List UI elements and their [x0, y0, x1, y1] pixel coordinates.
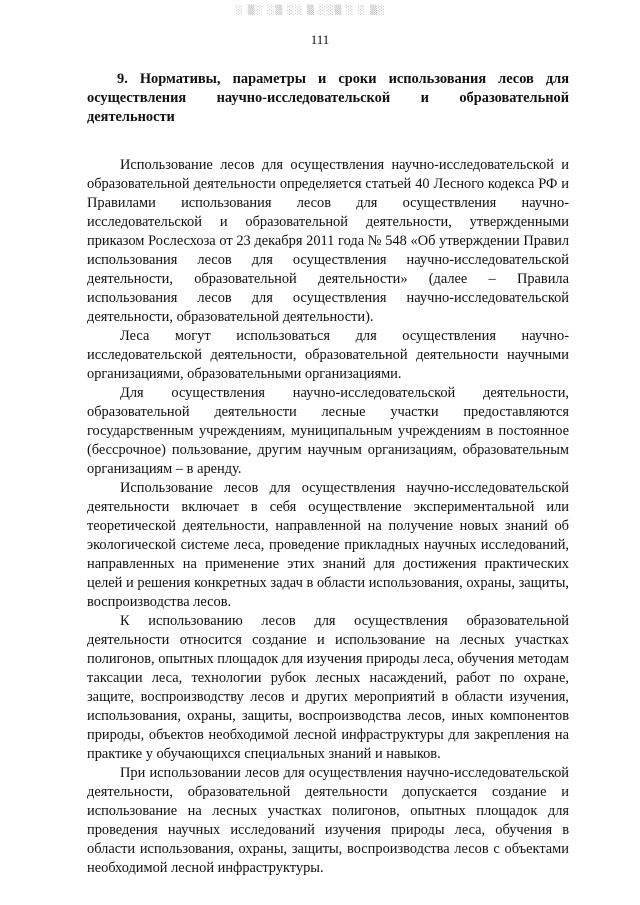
section-title-line-3: деятельности	[87, 109, 175, 125]
paragraph: При использовании лесов для осуществления научно-исследовательской деятельности, образовательной деятельности допускается создание и использование на лесных участках полигонов, опытных площадок для проведения научных исследований изучения природы леса, обучения в области использования, охраны, защиты, воспроизводства лесов с объектами необходимой лесной инфраструктуры.	[87, 765, 569, 876]
section-title-line-2: осуществления научно-исследовательской и образовательной	[87, 90, 569, 106]
section-title-line-1: 9. Нормативы, параметры и сроки использования лесов для	[117, 71, 569, 87]
paragraph: Использование лесов для осуществления научно-исследовательской и образовательной деятельности определяется статьей 40 Лесного кодекса РФ и Правилами использования лесов для осуществления научно-исследовательской и образовательной деятельности, утвержденными приказом Рослесхоза от 23 декабря 2011 года № 548 «Об утверждении Правил использования лесов для осуществления научно-исследовательской деятельности, образовательной деятельности» (далее – Правила использования лесов для осуществления научно-исследовательской деятельности, образовательной деятельности).	[87, 157, 569, 325]
paragraph: К использованию лесов для осуществления образовательной деятельности относится создание и использование на лесных участках полигонов, опытных площадок для изучения природы леса, обучения методам таксации леса, технологии рубок лесных насаждений, работ по охране, защите, воспроизводству лесов и других мероприятий в области изучения, использования, охраны, защиты, воспроизводства лесов, иных компонентов природы, объектов необходимой лесной инфраструктуры для закрепления на практике у обучающихся специальных знаний и навыков.	[87, 613, 569, 762]
paragraph: Леса могут использоваться для осуществления научно-исследовательской деятельности, образовательной деятельности научными организациями, образовательными организациями.	[87, 328, 569, 382]
section-text	[87, 156, 569, 878]
page-number: 111	[310, 32, 330, 47]
section-title	[87, 70, 569, 127]
document-body	[87, 70, 569, 878]
paragraph: Использование лесов для осуществления научно-исследовательской деятельности включает в себя осуществление экспериментальной или теоретической деятельности, направленной на получение новых знаний об экологической системе леса, проведение прикладных научных исследований, направленных на применение этих знаний для достижения практических целей и решения конкретных задач в области использования, охраны, защиты, воспроизводства лесов.	[87, 480, 569, 610]
scan-artifact: ░ ▒░ ░▒ ░░ ▒ ░░▒ ░ ░ ▒░	[236, 6, 386, 16]
paragraph: Для осуществления научно-исследовательской деятельности, образовательной деятельности лесные участки предоставляются государственным учреждениям, муниципальным учреждениям в постоянное (бессрочное) пользование, другим научным организациям, образовательным организациям – в аренду.	[87, 385, 569, 477]
